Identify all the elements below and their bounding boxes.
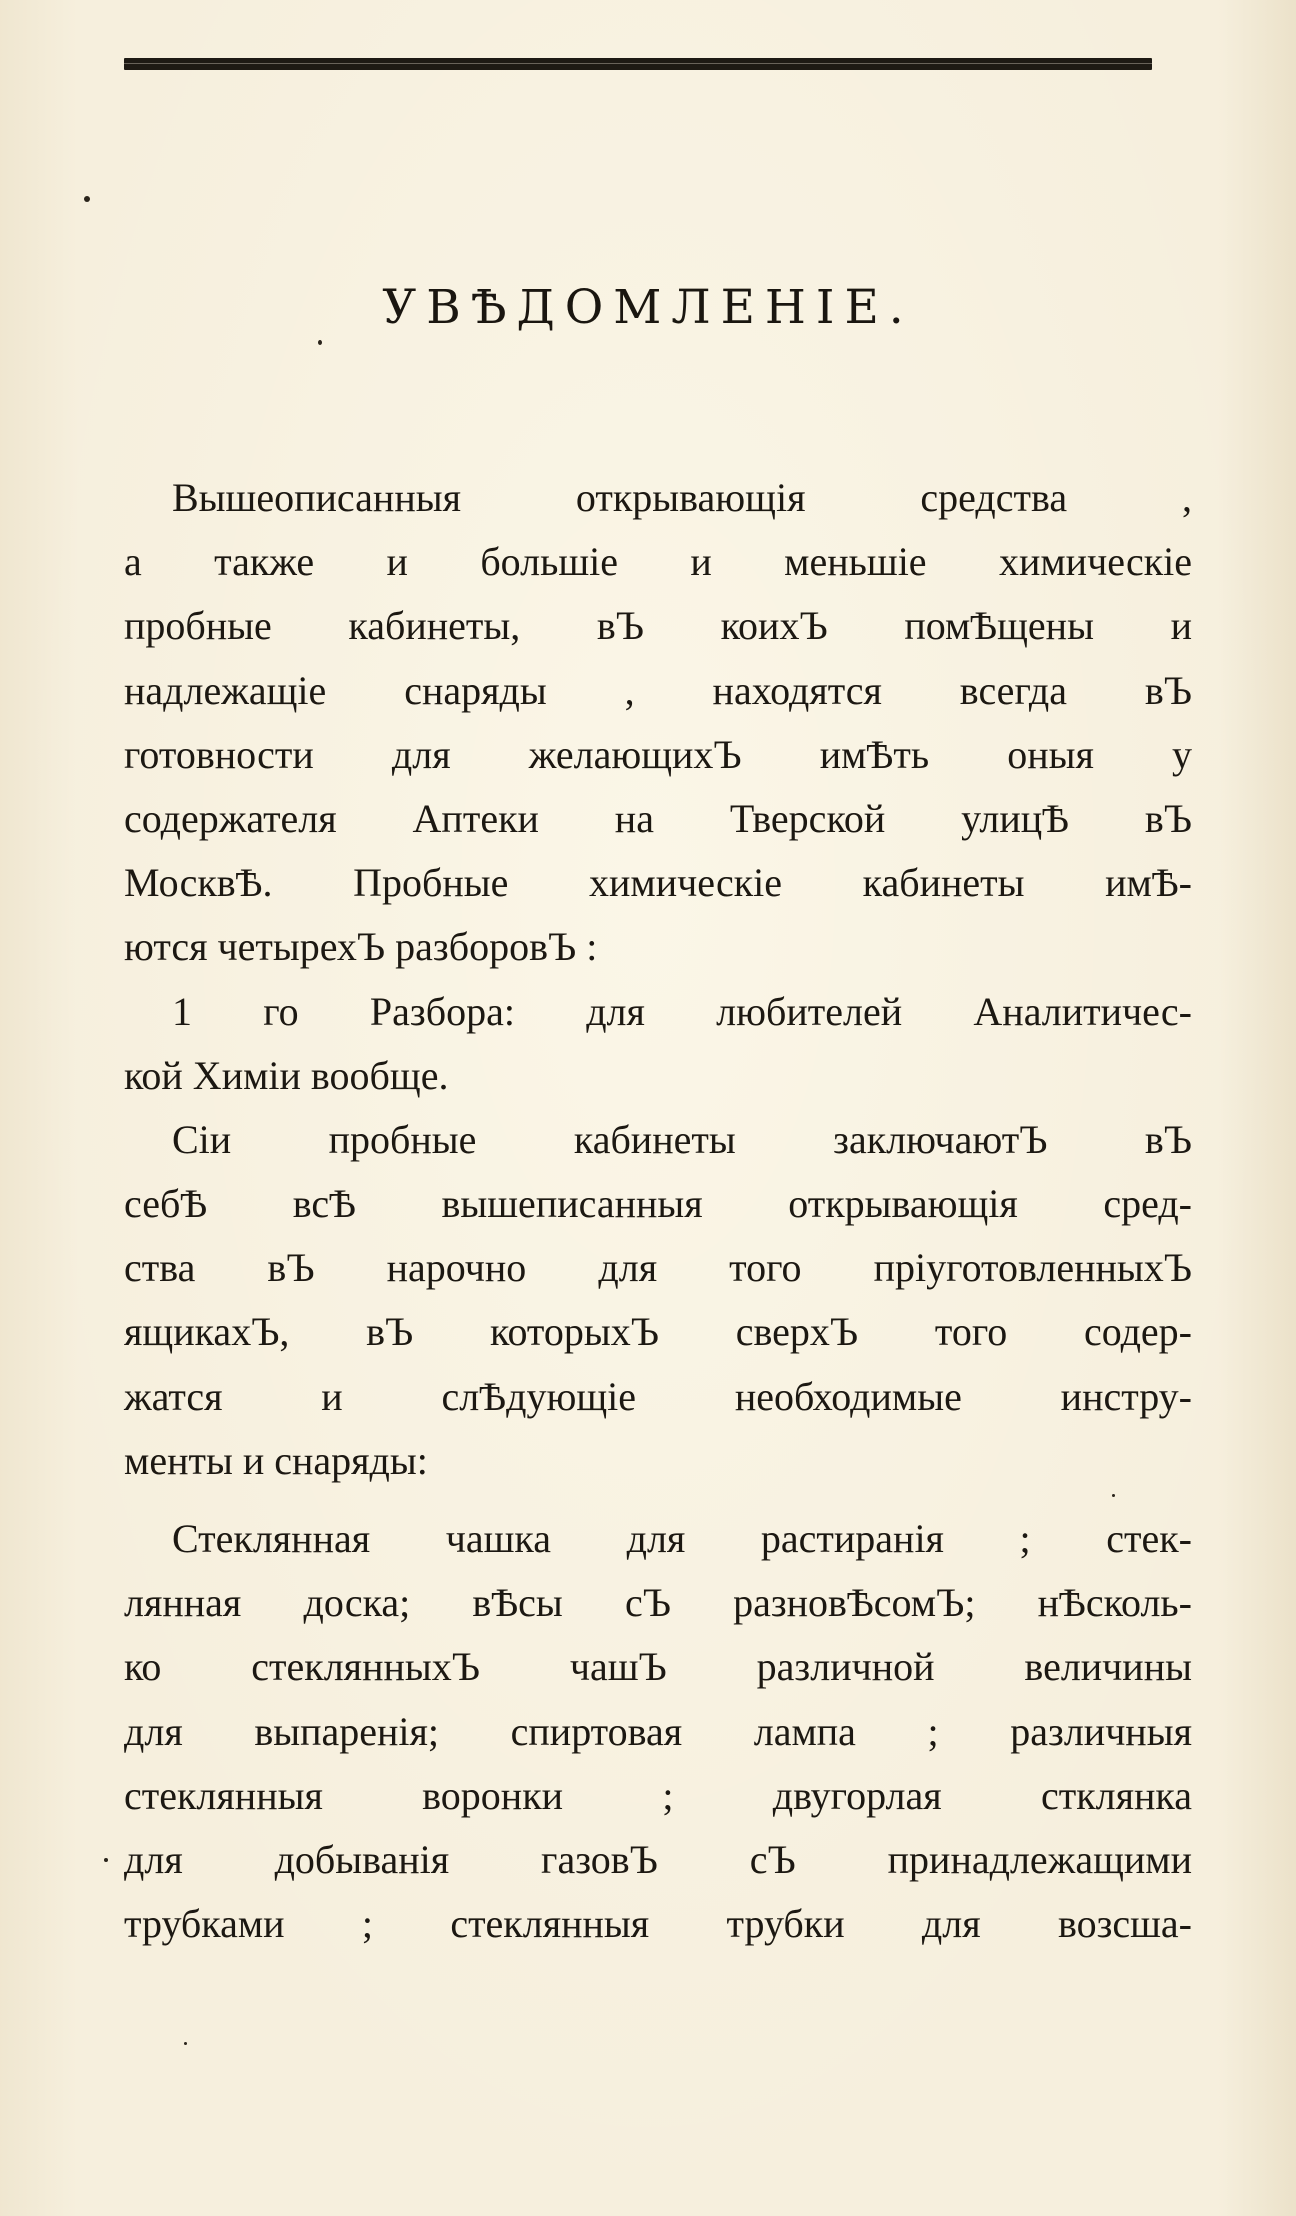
text-line: для добыванія газовЪ сЪ принадлежащими <box>124 1836 1192 1882</box>
text-line: жатся и слѢдующіе необходимые инстру- <box>124 1373 1192 1419</box>
text-line: пробные кабинеты, вЪ коихЪ помѢщены и <box>124 603 1192 649</box>
text-line: готовности для желающихЪ имѢть оныя у <box>124 731 1192 777</box>
text-line: надлежащіе снаряды , находятся всегда вЪ <box>124 667 1192 713</box>
text-line: себѢ всѢ вышеписанныя открывающія сред- <box>124 1181 1192 1227</box>
text-line: Сіи пробные кабинеты заключаютЪ вЪ <box>172 1116 1192 1162</box>
ink-speck <box>104 1858 108 1862</box>
ink-speck <box>184 2042 187 2045</box>
ink-speck <box>1112 1494 1115 1497</box>
top-rule <box>124 58 1152 70</box>
text-line: а также и большіе и меньшіе химическіе <box>124 539 1192 585</box>
text-line: менты и снаряды: <box>124 1437 428 1483</box>
page-title: УВѢДОМЛЕНІЕ. <box>382 280 914 335</box>
text-line: МосквѢ. Пробные химическіе кабинеты имѢ- <box>124 860 1192 906</box>
paragraph-gap <box>124 1493 1192 1507</box>
text-line: содержателя Аптеки на Тверской улицѢ вЪ <box>124 795 1192 841</box>
ink-speck <box>318 340 322 345</box>
text-line: 1 го Разбора: для любителей Аналитичес- <box>172 988 1192 1034</box>
text-line: Вышеописанныя открывающія средства , <box>172 475 1192 520</box>
body-text <box>124 466 1192 1956</box>
text-line: трубками ; стеклянныя трубки для возсша- <box>124 1901 1192 1947</box>
text-line: стеклянныя воронки ; двугорлая стклянка <box>124 1772 1192 1818</box>
text-line: ящикахЪ, вЪ которыхЪ сверхЪ того содер- <box>124 1309 1192 1355</box>
text-line: лянная доска; вѢсы сЪ разновѢсомЪ; нѢсколь- <box>124 1580 1192 1626</box>
text-line: для выпаренія; спиртовая лампа ; различныя <box>124 1708 1192 1754</box>
text-line: ства вЪ нарочно для того пріуготовленныхЪ <box>124 1245 1192 1291</box>
text-line: ко стеклянныхЪ чашЪ различной величины <box>124 1644 1192 1690</box>
text-line: ются четырехЪ разборовЪ : <box>124 924 598 970</box>
text-line: Стеклянная чашка для растиранія ; стек- <box>172 1516 1192 1561</box>
text-line: кой Химіи вообще. <box>124 1052 449 1098</box>
ink-speck <box>84 196 90 202</box>
